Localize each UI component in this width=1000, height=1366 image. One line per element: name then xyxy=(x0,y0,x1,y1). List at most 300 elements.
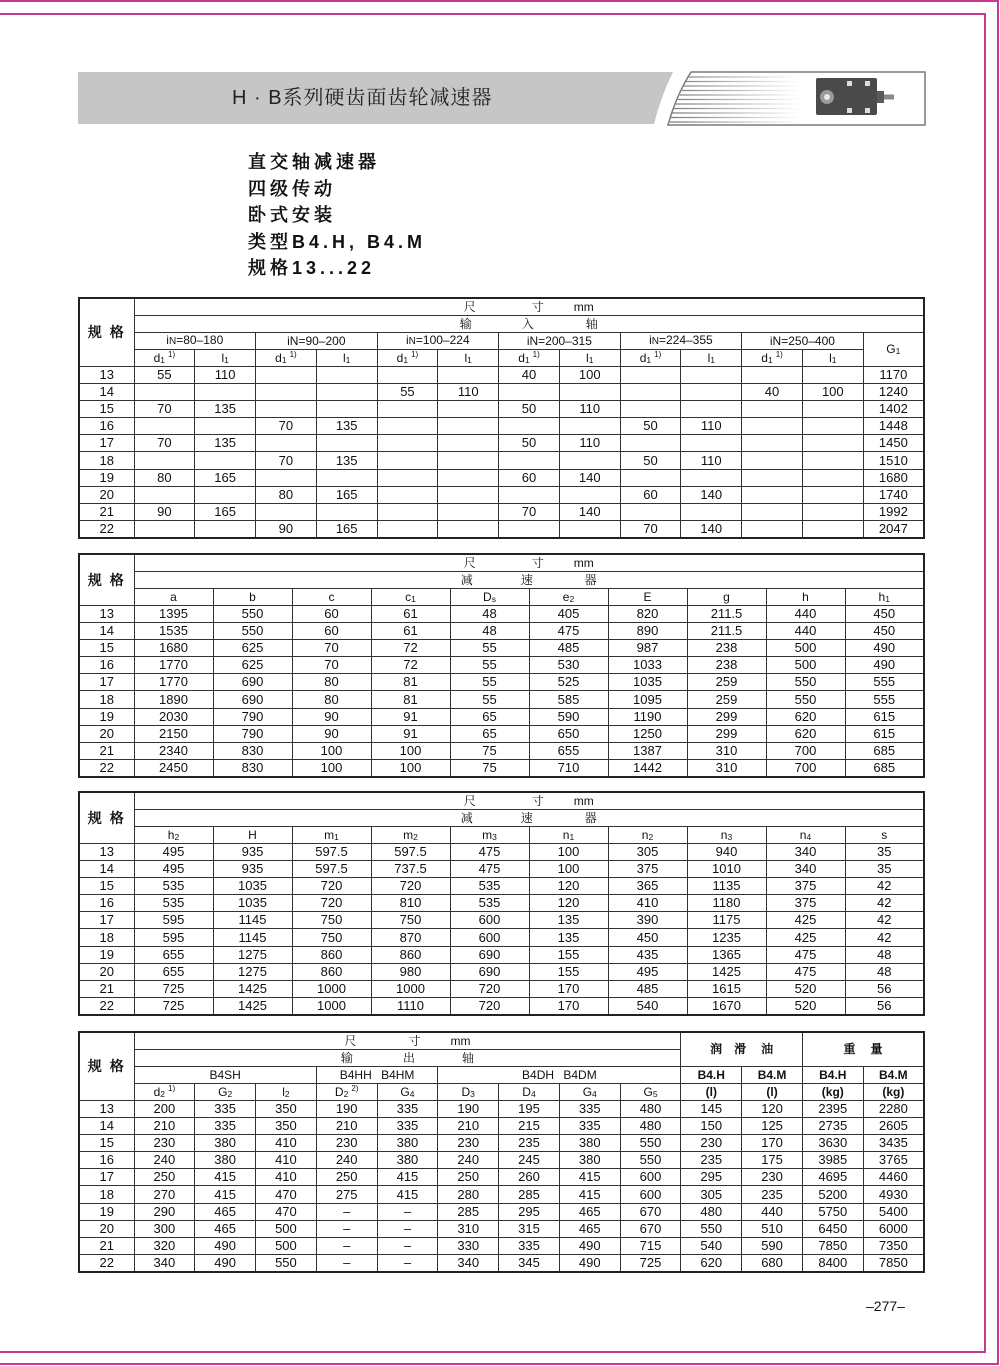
value-cell xyxy=(438,366,499,383)
value-cell: 260 xyxy=(499,1169,560,1186)
dimension-title xyxy=(134,792,924,809)
value-cell: 91 xyxy=(371,725,450,742)
value-cell: 485 xyxy=(529,639,608,656)
value-cell: 210 xyxy=(134,1117,195,1134)
value-cell: 935 xyxy=(213,843,292,860)
value-cell: 715 xyxy=(620,1238,681,1255)
value-cell: 335 xyxy=(195,1100,256,1117)
column-header xyxy=(529,588,608,605)
size-cell: 20 xyxy=(79,725,134,742)
value-cell: 3435 xyxy=(863,1134,924,1151)
section-word: 器 xyxy=(584,810,597,825)
column-header xyxy=(845,588,924,605)
symbol-subscript: 3 xyxy=(727,831,733,842)
value-cell: 42 xyxy=(845,912,924,929)
value-cell: 810 xyxy=(371,895,450,912)
value-cell: 820 xyxy=(608,605,687,622)
symbol-base: s xyxy=(881,827,888,842)
value-cell: 65 xyxy=(450,708,529,725)
column-header xyxy=(802,349,863,366)
table-row xyxy=(79,1134,924,1151)
group-header-b4dh-b4dm: B4DH B4DM xyxy=(438,1066,681,1083)
value-cell xyxy=(559,418,620,435)
column-header xyxy=(529,826,608,843)
value-cell: 1010 xyxy=(687,860,766,877)
value-cell: 550 xyxy=(256,1255,317,1272)
value-cell: 490 xyxy=(559,1255,620,1272)
value-cell: 335 xyxy=(377,1100,438,1117)
input-shaft-table xyxy=(78,297,925,539)
value-cell: 91 xyxy=(371,708,450,725)
value-cell: 240 xyxy=(316,1152,377,1169)
value-cell: 1170 xyxy=(863,366,924,383)
size-cell: 20 xyxy=(79,1220,134,1237)
value-cell: 100 xyxy=(371,743,450,760)
ratio-group-header xyxy=(742,332,864,349)
value-cell xyxy=(742,452,803,469)
size-cell: 16 xyxy=(79,1152,134,1169)
value-cell: 1402 xyxy=(863,400,924,417)
value-cell: 240 xyxy=(438,1152,499,1169)
title-unit: mm xyxy=(573,299,594,314)
value-cell: 70 xyxy=(256,418,317,435)
size-cell: 14 xyxy=(79,1117,134,1134)
symbol-base: d xyxy=(761,350,768,365)
value-cell: 425 xyxy=(766,929,845,946)
value-cell: 35 xyxy=(845,860,924,877)
value-cell: 1175 xyxy=(687,912,766,929)
lubricant-b4m-header: B4.M xyxy=(742,1066,803,1083)
table-row xyxy=(79,418,924,435)
column-header xyxy=(742,1083,803,1100)
column-header-row xyxy=(79,349,924,366)
symbol-subscript: 1 xyxy=(411,593,416,604)
column-header xyxy=(845,826,924,843)
symbol-subscript: 1 xyxy=(345,354,351,365)
value-cell xyxy=(438,469,499,486)
value-cell: 2735 xyxy=(802,1117,863,1134)
size-cell: 21 xyxy=(79,504,134,521)
symbol-base: d xyxy=(396,350,404,365)
value-cell xyxy=(256,469,317,486)
symbol-subscript: 1 xyxy=(524,354,530,365)
symbol-base: G xyxy=(643,1084,653,1099)
section-word: 速 xyxy=(520,810,533,825)
value-cell: 100 xyxy=(292,743,371,760)
value-cell xyxy=(742,418,803,435)
value-cell: 55 xyxy=(377,383,438,400)
column-header xyxy=(863,1083,924,1100)
value-cell: 70 xyxy=(134,400,195,417)
symbol-subscript: 1 xyxy=(767,354,773,365)
value-cell: 597.5 xyxy=(292,860,371,877)
weight-word: 重 xyxy=(843,1042,856,1057)
symbol-subscript: 2 xyxy=(569,593,575,604)
symbol-base: l xyxy=(221,350,225,365)
column-header xyxy=(292,826,371,843)
title-word: 寸 xyxy=(408,1033,421,1048)
value-cell: 110 xyxy=(681,418,742,435)
output-shaft-table-body xyxy=(79,1100,924,1272)
value-cell xyxy=(559,521,620,538)
value-cell: – xyxy=(316,1238,377,1255)
value-cell xyxy=(802,504,863,521)
intro-line-axis-type: 直交轴减速器 xyxy=(248,152,380,172)
value-cell: 490 xyxy=(845,657,924,674)
value-cell: 42 xyxy=(845,929,924,946)
value-cell: 595 xyxy=(134,912,213,929)
lubricant-word: 润 xyxy=(710,1042,723,1057)
value-cell: 3765 xyxy=(863,1152,924,1169)
value-cell: 1448 xyxy=(863,418,924,435)
value-cell xyxy=(134,452,195,469)
value-cell: 1770 xyxy=(134,657,213,674)
value-cell: 80 xyxy=(292,691,371,708)
symbol-subscript: 2 xyxy=(284,1088,290,1099)
value-cell xyxy=(742,469,803,486)
value-cell: 720 xyxy=(292,895,371,912)
symbol-base: n xyxy=(720,827,728,842)
value-cell: 310 xyxy=(687,760,766,777)
value-cell: 465 xyxy=(559,1220,620,1237)
value-cell: 1442 xyxy=(608,760,687,777)
value-cell xyxy=(681,504,742,521)
value-cell: 2030 xyxy=(134,708,213,725)
value-cell: 110 xyxy=(681,452,742,469)
value-cell: 230 xyxy=(316,1134,377,1151)
table-row xyxy=(79,469,924,486)
value-cell: 475 xyxy=(766,963,845,980)
table-row xyxy=(79,622,924,639)
value-cell: – xyxy=(377,1238,438,1255)
symbol-subscript: 1 xyxy=(467,354,472,365)
symbol-base: c xyxy=(405,589,412,604)
value-cell: 375 xyxy=(766,877,845,894)
table-row xyxy=(79,452,924,469)
section-word: 器 xyxy=(584,572,597,587)
value-cell: 685 xyxy=(845,743,924,760)
symbol-base: l xyxy=(342,350,346,365)
value-cell: 380 xyxy=(377,1152,438,1169)
value-cell: 1510 xyxy=(863,452,924,469)
value-cell: 250 xyxy=(438,1169,499,1186)
symbol-subscript: 1 xyxy=(588,354,594,365)
value-cell xyxy=(316,469,377,486)
column-header xyxy=(195,1083,256,1100)
symbol-base: e xyxy=(562,589,570,604)
size-cell: 16 xyxy=(79,657,134,674)
value-cell xyxy=(377,418,438,435)
output-shaft-table-header xyxy=(79,1032,924,1100)
symbol-base: m xyxy=(324,827,335,842)
value-cell: 520 xyxy=(766,981,845,998)
value-cell: 490 xyxy=(195,1255,256,1272)
value-cell: 720 xyxy=(450,981,529,998)
column-header xyxy=(134,588,213,605)
size-cell: 16 xyxy=(79,895,134,912)
table-row xyxy=(79,400,924,417)
value-cell: 600 xyxy=(620,1186,681,1203)
size-cell: 18 xyxy=(79,929,134,946)
value-cell: 655 xyxy=(134,963,213,980)
value-cell: 380 xyxy=(195,1152,256,1169)
column-header-row xyxy=(79,826,924,843)
value-cell: 380 xyxy=(559,1134,620,1151)
value-cell: 1615 xyxy=(687,981,766,998)
size-cell: 18 xyxy=(79,452,134,469)
value-cell: 175 xyxy=(742,1152,803,1169)
value-cell: 299 xyxy=(687,708,766,725)
value-cell: 450 xyxy=(845,605,924,622)
table-row xyxy=(79,912,924,929)
size-cell: 13 xyxy=(79,1100,134,1117)
g1-column-header xyxy=(863,332,924,366)
table-row xyxy=(79,366,924,383)
value-cell: 440 xyxy=(742,1203,803,1220)
value-cell: 1190 xyxy=(608,708,687,725)
value-cell xyxy=(499,418,560,435)
dimension-title xyxy=(134,554,924,571)
symbol-base: h xyxy=(878,589,886,604)
value-cell: 100 xyxy=(529,843,608,860)
section-word: 入 xyxy=(521,316,534,331)
value-cell xyxy=(377,521,438,538)
value-cell: 100 xyxy=(371,760,450,777)
value-cell: 415 xyxy=(195,1186,256,1203)
value-cell: 830 xyxy=(213,760,292,777)
value-cell: 150 xyxy=(681,1117,742,1134)
value-cell: 415 xyxy=(195,1169,256,1186)
value-cell: 235 xyxy=(681,1152,742,1169)
symbol-base: l xyxy=(586,350,589,365)
column-header xyxy=(802,1083,863,1100)
value-cell xyxy=(742,521,803,538)
footnote-marker: 1) xyxy=(168,349,176,359)
value-cell xyxy=(316,400,377,417)
column-header xyxy=(450,826,529,843)
value-cell: 425 xyxy=(766,912,845,929)
value-cell: 1535 xyxy=(134,622,213,639)
value-cell: 410 xyxy=(256,1169,317,1186)
intro-line-types: 类型B4.H, B4.M xyxy=(248,231,427,252)
value-cell: 56 xyxy=(845,981,924,998)
value-cell xyxy=(499,521,560,538)
value-cell: 1110 xyxy=(371,998,450,1015)
column-header xyxy=(377,349,438,366)
value-cell: 170 xyxy=(529,981,608,998)
value-cell: 110 xyxy=(559,435,620,452)
input-shaft-table-header xyxy=(79,298,924,366)
value-cell: 1992 xyxy=(863,504,924,521)
value-cell: 3630 xyxy=(802,1134,863,1151)
column-header xyxy=(450,588,529,605)
symbol-subscript: 1 xyxy=(710,354,715,365)
value-cell: 110 xyxy=(559,400,620,417)
column-header xyxy=(681,349,742,366)
value-cell: 211.5 xyxy=(687,605,766,622)
column-header xyxy=(371,826,450,843)
value-cell xyxy=(195,486,256,503)
table-row xyxy=(79,435,924,452)
size-cell: 15 xyxy=(79,400,134,417)
value-cell: 61 xyxy=(371,622,450,639)
symbol-base: D xyxy=(461,1084,471,1099)
value-cell: 480 xyxy=(681,1203,742,1220)
value-cell: 465 xyxy=(559,1203,620,1220)
ratio-symbol-index: N xyxy=(289,333,299,348)
value-cell xyxy=(681,383,742,400)
value-cell: 987 xyxy=(608,639,687,656)
ratio-symbol: i xyxy=(406,332,409,347)
value-cell: 550 xyxy=(766,674,845,691)
size-cell: 19 xyxy=(79,946,134,963)
value-cell: 555 xyxy=(845,691,924,708)
symbol-base: G xyxy=(582,1084,593,1099)
value-cell: 375 xyxy=(608,860,687,877)
value-cell: 155 xyxy=(529,963,608,980)
value-cell xyxy=(195,383,256,400)
value-cell: 475 xyxy=(450,860,529,877)
value-cell xyxy=(499,486,560,503)
section-word: 轴 xyxy=(585,316,598,331)
symbol-subscript: 1 xyxy=(224,354,229,365)
value-cell xyxy=(742,435,803,452)
value-cell: 535 xyxy=(450,877,529,894)
symbol-subscript: 2 xyxy=(174,831,180,842)
value-cell: 1890 xyxy=(134,691,213,708)
ratio-symbol: i xyxy=(526,333,530,348)
value-cell: 530 xyxy=(529,657,608,674)
ratio-symbol-index: N xyxy=(772,333,782,348)
value-cell: 1680 xyxy=(134,639,213,656)
table-row xyxy=(79,1238,924,1255)
value-cell xyxy=(377,452,438,469)
value-cell: 500 xyxy=(256,1238,317,1255)
value-cell: 650 xyxy=(529,725,608,742)
table-row xyxy=(79,877,924,894)
value-cell: 100 xyxy=(559,366,620,383)
ratio-symbol-index: N xyxy=(408,335,416,347)
value-cell: 2395 xyxy=(802,1100,863,1117)
column-header xyxy=(438,1083,499,1100)
value-cell: 50 xyxy=(499,400,560,417)
ratio-group-header xyxy=(620,332,742,349)
value-cell: 620 xyxy=(681,1255,742,1272)
value-cell: 500 xyxy=(766,657,845,674)
value-cell: 550 xyxy=(620,1134,681,1151)
ratio-symbol-index: N xyxy=(168,335,177,347)
value-cell: 335 xyxy=(559,1100,620,1117)
value-cell: 1275 xyxy=(213,946,292,963)
symbol-base: g xyxy=(723,589,730,604)
table-row xyxy=(79,383,924,400)
value-cell: 50 xyxy=(620,452,681,469)
value-cell: 670 xyxy=(620,1203,681,1220)
table-row xyxy=(79,981,924,998)
symbol-subscript: 1 xyxy=(160,354,166,365)
column-header xyxy=(766,826,845,843)
symbol-base: l xyxy=(829,350,832,365)
value-cell: 4460 xyxy=(863,1169,924,1186)
value-cell: 315 xyxy=(499,1220,560,1237)
title-unit: mm xyxy=(450,1033,471,1048)
value-cell: 100 xyxy=(802,383,863,400)
table-row xyxy=(79,895,924,912)
value-cell xyxy=(681,435,742,452)
value-cell: – xyxy=(377,1255,438,1272)
table-row xyxy=(79,860,924,877)
size-cell: 13 xyxy=(79,843,134,860)
value-cell: 70 xyxy=(620,521,681,538)
value-cell: 485 xyxy=(608,981,687,998)
reducer-table-b-body xyxy=(79,843,924,1015)
value-cell: 48 xyxy=(450,622,529,639)
value-cell: 595 xyxy=(134,929,213,946)
value-cell: 1033 xyxy=(608,657,687,674)
value-cell xyxy=(802,366,863,383)
value-cell: 345 xyxy=(499,1255,560,1272)
value-cell: 615 xyxy=(845,708,924,725)
value-cell: 210 xyxy=(438,1117,499,1134)
reducer-table-a-body xyxy=(79,605,924,777)
value-cell: 380 xyxy=(195,1134,256,1151)
value-cell xyxy=(377,366,438,383)
value-cell xyxy=(802,521,863,538)
value-cell xyxy=(499,383,560,400)
value-cell: 259 xyxy=(687,691,766,708)
table-row xyxy=(79,1186,924,1203)
title-word: 寸 xyxy=(531,555,544,570)
table-row xyxy=(79,1117,924,1134)
value-cell: 935 xyxy=(213,860,292,877)
reducer-table-b-header xyxy=(79,792,924,843)
value-cell: 1387 xyxy=(608,743,687,760)
table-row xyxy=(79,743,924,760)
value-cell: 190 xyxy=(438,1100,499,1117)
column-header xyxy=(195,349,256,366)
value-cell xyxy=(742,400,803,417)
column-header xyxy=(742,349,803,366)
value-cell: 285 xyxy=(438,1203,499,1220)
value-cell: 680 xyxy=(742,1255,803,1272)
value-cell: 250 xyxy=(134,1169,195,1186)
title-word: 尺 xyxy=(463,793,476,808)
symbol-base: c xyxy=(328,589,335,604)
value-cell xyxy=(620,383,681,400)
ratio-group-header xyxy=(256,332,378,349)
title-unit: mm xyxy=(573,793,594,808)
dimension-title xyxy=(134,1032,681,1049)
value-cell: 600 xyxy=(450,912,529,929)
symbol-base: m xyxy=(403,827,414,842)
value-cell: 495 xyxy=(608,963,687,980)
value-cell: 72 xyxy=(371,639,450,656)
value-cell: 475 xyxy=(529,622,608,639)
value-cell xyxy=(316,383,377,400)
value-cell: 270 xyxy=(134,1186,195,1203)
value-cell: 285 xyxy=(499,1186,560,1203)
weight-b4m-header: B4.M xyxy=(863,1066,924,1083)
column-header-row xyxy=(79,588,924,605)
value-cell: 230 xyxy=(742,1169,803,1186)
symbol-subscript: 4 xyxy=(806,831,812,842)
value-cell: 335 xyxy=(377,1117,438,1134)
value-cell: 70 xyxy=(134,435,195,452)
table-row xyxy=(79,1100,924,1117)
value-cell: 670 xyxy=(620,1220,681,1237)
value-cell: 550 xyxy=(213,622,292,639)
size-cell: 21 xyxy=(79,981,134,998)
